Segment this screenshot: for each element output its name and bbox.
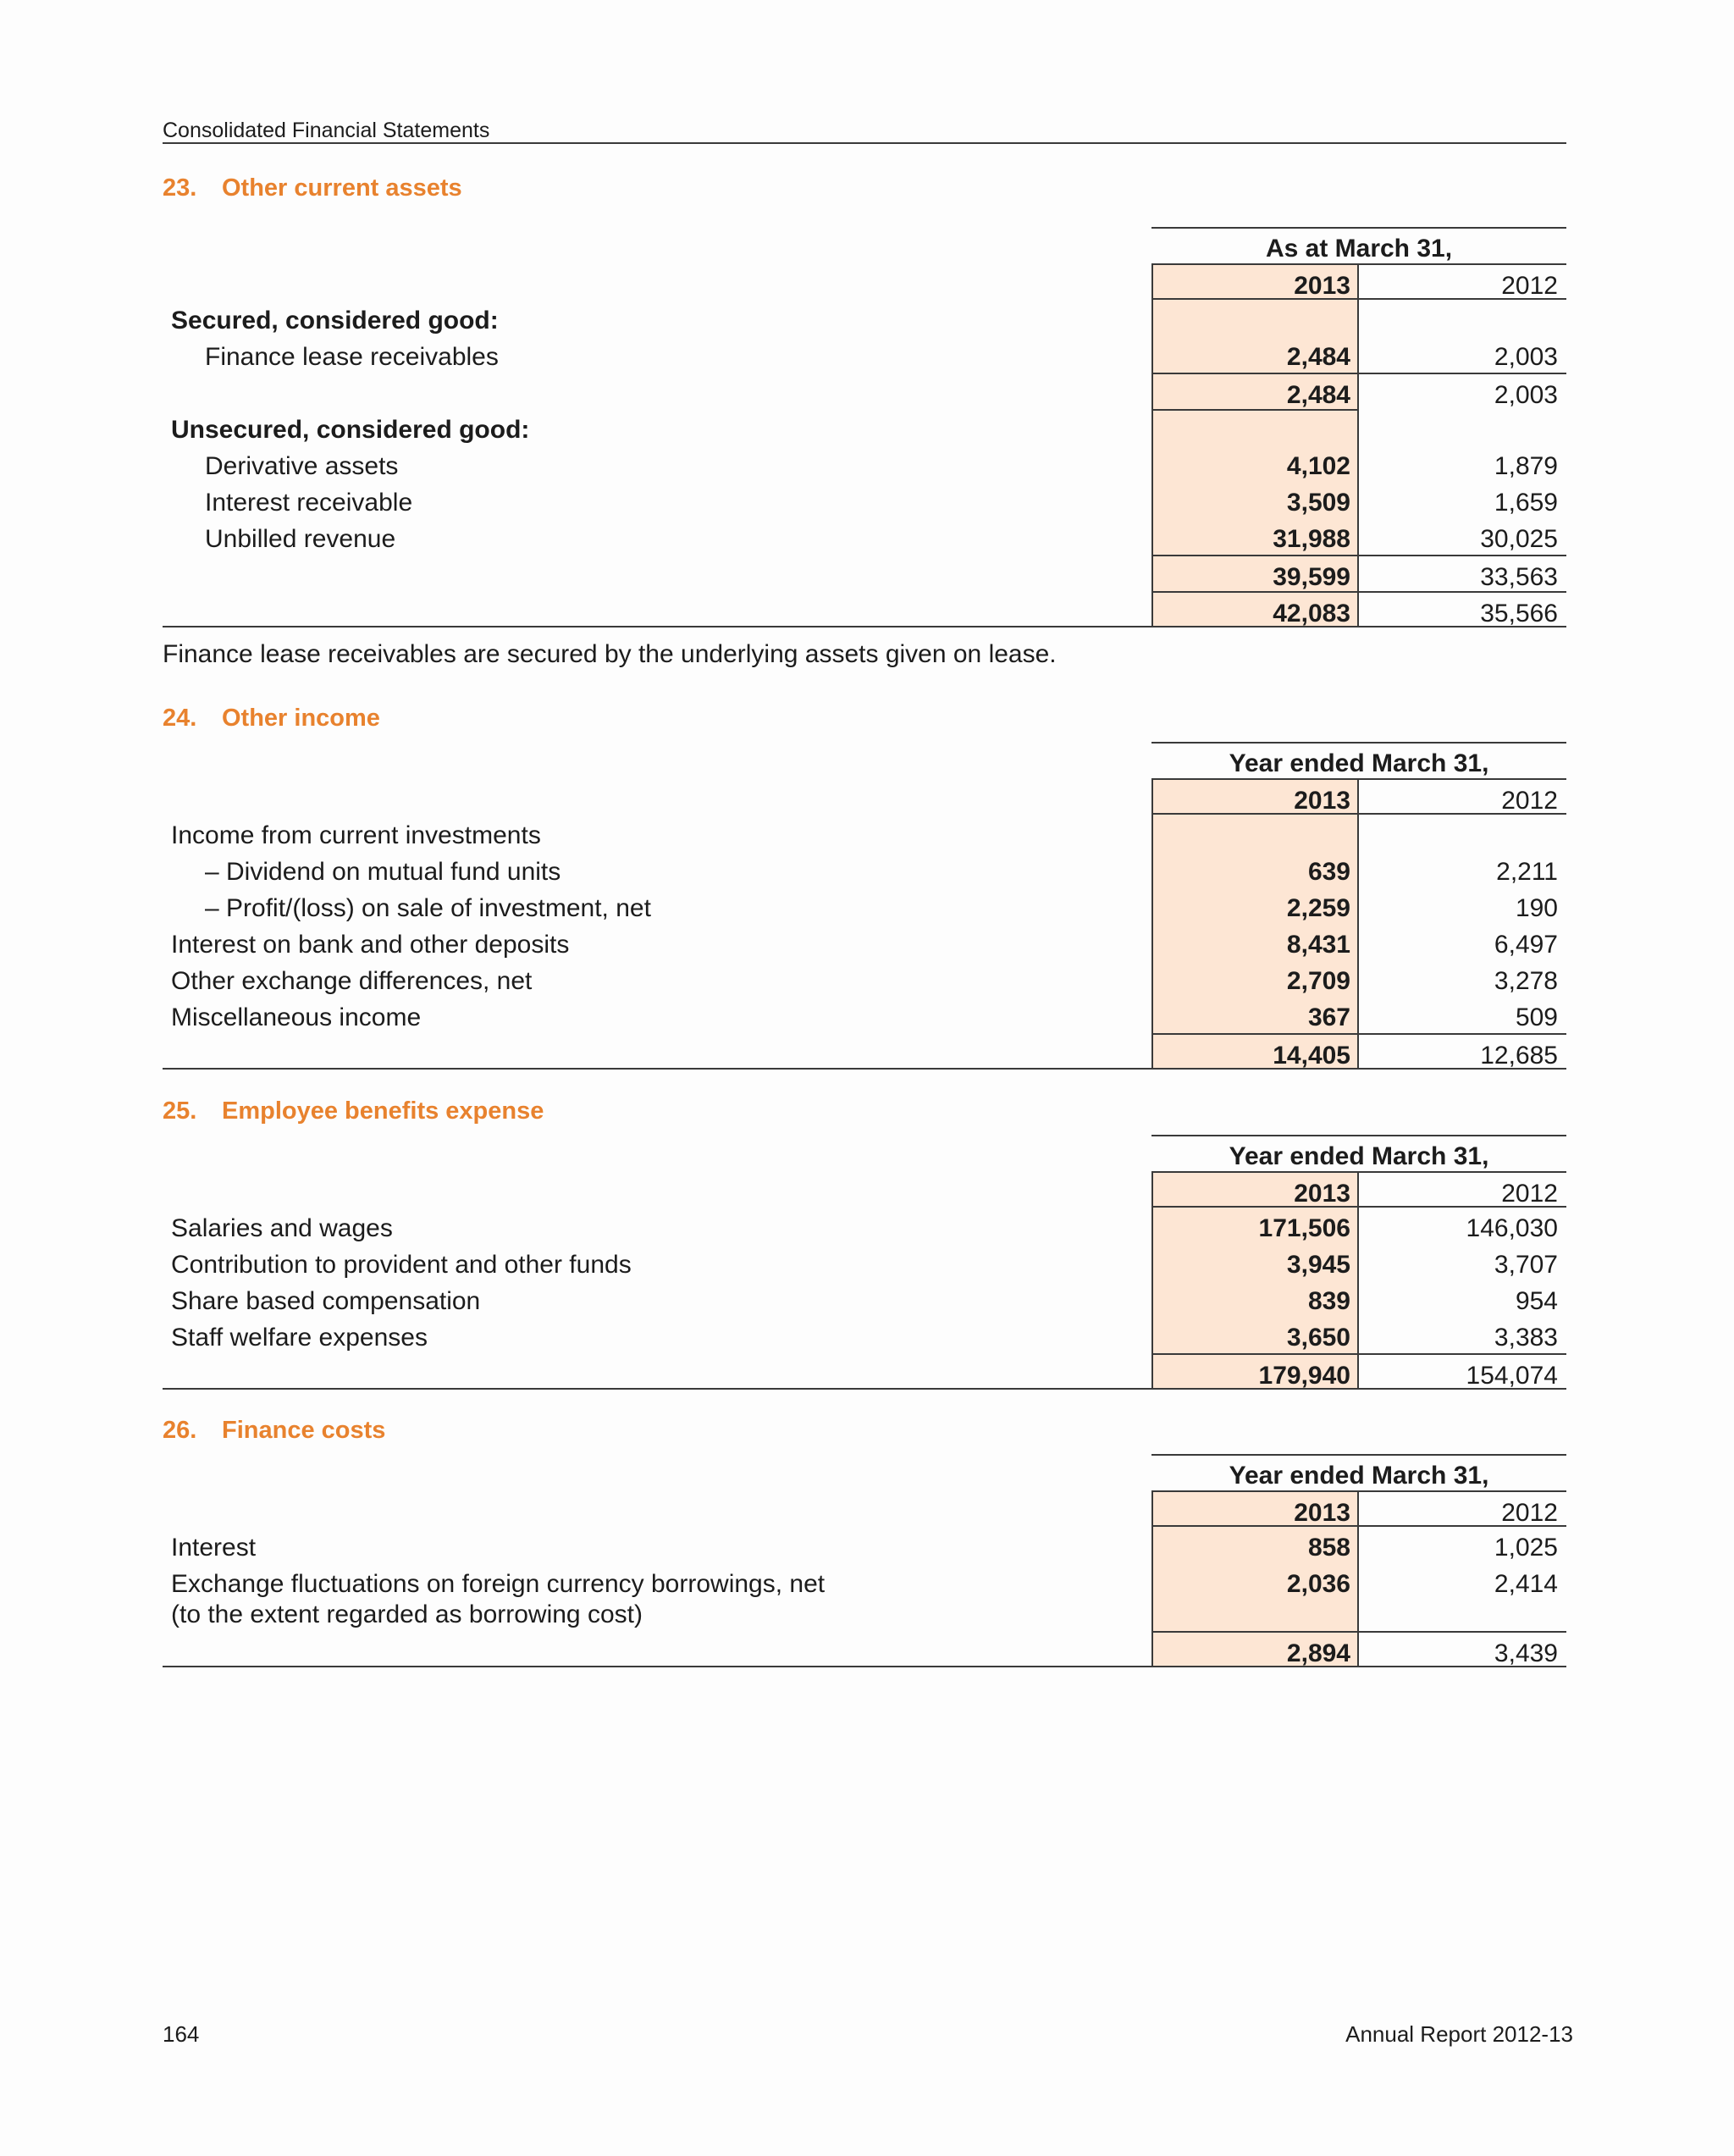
report-title: Annual Report 2012-13	[1345, 2021, 1573, 2047]
table-row: Interest 858 1,025	[163, 1527, 1566, 1563]
section-title: 23. Other current assets	[163, 174, 462, 202]
table-caption: Year ended March 31,	[1151, 742, 1566, 778]
year-prior: 2012	[1359, 1171, 1566, 1208]
total-row: 179,940 154,074	[163, 1353, 1566, 1390]
table-caption: Year ended March 31,	[1151, 1135, 1566, 1171]
total-row: 2,894 3,439	[163, 1631, 1566, 1667]
total-row: 14,405 12,685	[163, 1033, 1566, 1070]
table-row: Unsecured, considered good:	[163, 409, 1566, 445]
finance-lease-note: Finance lease receivables are secured by the underlying assets given on lease.	[163, 640, 1057, 668]
year-current: 2013	[1151, 1171, 1359, 1208]
subtotal-row: 2,484 2,003	[163, 373, 1566, 409]
table-row: Interest on bank and other deposits 8,431 6,497	[163, 924, 1566, 960]
running-header	[163, 119, 1566, 144]
table-row: Income from current investments	[163, 815, 1566, 851]
table-caption-row	[163, 227, 1566, 263]
section-title: 24. Other income	[163, 705, 380, 732]
table-row: Miscellaneous income 367 509	[163, 997, 1566, 1033]
table-caption: Year ended March 31,	[1151, 1454, 1566, 1490]
other-income-table	[163, 742, 1566, 1070]
subtotal-row: 39,599 33,563	[163, 555, 1566, 591]
table-row: Share based compensation 839 954	[163, 1280, 1566, 1317]
year-prior: 2012	[1359, 1490, 1566, 1527]
table-row: Salaries and wages 171,506 146,030	[163, 1208, 1566, 1244]
employee-benefits-table	[163, 1135, 1566, 1390]
finance-costs-table	[163, 1454, 1566, 1667]
table-row: Other exchange differences, net 2,709 3,278	[163, 960, 1566, 997]
table-row: Finance lease receivables 2,484 2,003	[163, 336, 1566, 373]
table-row: Interest receivable 3,509 1,659	[163, 482, 1566, 518]
table-row: Unbilled revenue 31,988 30,025	[163, 518, 1566, 555]
table-row: – Dividend on mutual fund units 639 2,211	[163, 851, 1566, 887]
table-row: – Profit/(loss) on sale of investment, net 2,259 190	[163, 887, 1566, 924]
table-caption-row	[163, 742, 1566, 778]
header-rule	[163, 142, 1566, 144]
table-row: Secured, considered good:	[163, 300, 1566, 336]
table-caption: As at March 31,	[1151, 227, 1566, 263]
table-row: Derivative assets 4,102 1,879	[163, 445, 1566, 482]
year-prior: 2012	[1359, 778, 1566, 815]
running-title: Consolidated Financial Statements	[163, 119, 493, 142]
table-caption-row	[163, 1135, 1566, 1171]
section-title: 25. Employee benefits expense	[163, 1097, 544, 1125]
table-row: Staff welfare expenses 3,650 3,383	[163, 1317, 1566, 1353]
year-row	[163, 778, 1566, 815]
year-row	[163, 263, 1566, 300]
year-row	[163, 1490, 1566, 1527]
other-current-assets-table	[163, 227, 1566, 627]
year-current: 2013	[1151, 778, 1359, 815]
section-title: 26. Finance costs	[163, 1417, 386, 1444]
table-row: Contribution to provident and other funds 3,945 3,707	[163, 1244, 1566, 1280]
page-number: 164	[163, 2021, 200, 2047]
total-row: 42,083 35,566	[163, 591, 1566, 627]
table-row: Exchange fluctuations on foreign currency borrowings, net (to the extent regarded as borrowing cost) 2,036 2,414	[163, 1563, 1566, 1631]
year-row	[163, 1171, 1566, 1208]
year-current: 2013	[1151, 263, 1359, 300]
year-prior: 2012	[1359, 263, 1566, 300]
table-caption-row	[163, 1454, 1566, 1490]
year-current: 2013	[1151, 1490, 1359, 1527]
